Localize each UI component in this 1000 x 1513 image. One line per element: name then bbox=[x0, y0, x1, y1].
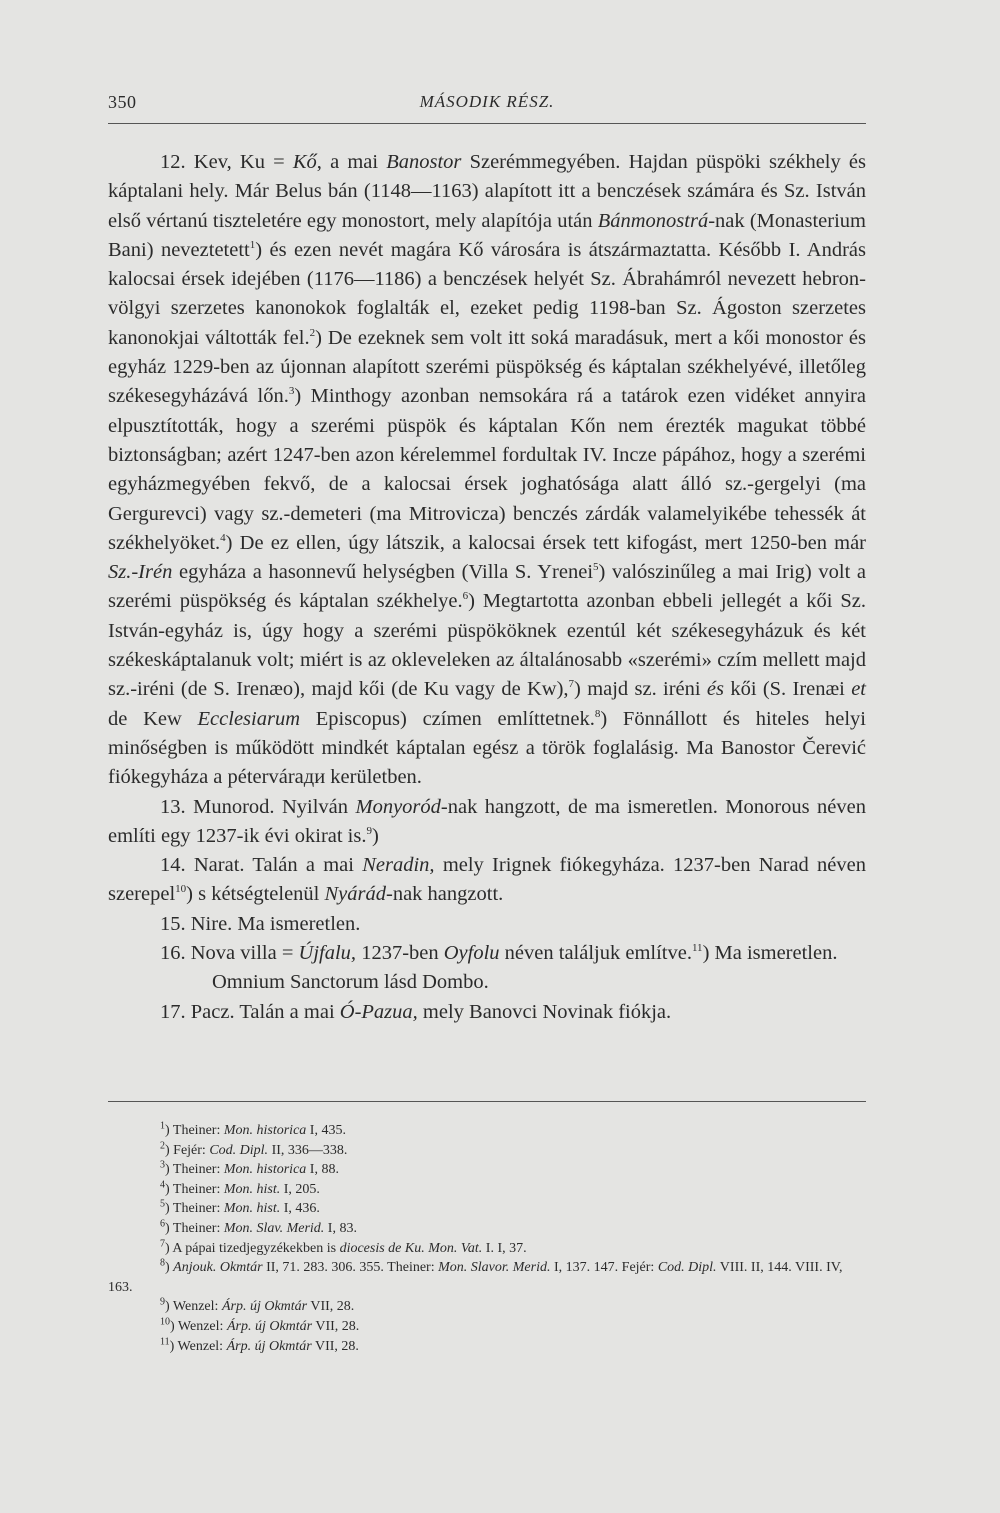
footnote-marker: 10 bbox=[175, 883, 187, 896]
italic-text: Ecclesiarum bbox=[197, 707, 301, 730]
footnote-marker: 7 bbox=[568, 678, 575, 691]
text-run: II, 336—338. bbox=[268, 1142, 348, 1158]
text-run: ) Minthogy azonban nemsokára rá a tatárok ezen vidéket annyira elpusztították, hogy a szerémi püspök és káptalan Kőn nem érezték magukat többé biztonságban; azért 1247-ben azon kérelemmel fordultak IV. Incze pápához, hogy a szerémi egyházmegyében fekvő, de a kalocsai érsek joghatósága alatt álló sz.-gergelyi (ma Gergurevci) vagy sz.-demeteri (ma Mitrovicza) benczés zárdák valamelyikébe tehessék át székhelyöket. bbox=[108, 385, 866, 554]
text-run: ) Megtartotta azonban ebbeli jellegét a kői Sz. István-egyház is, úgy hogy a szerémi püspököknek ezentúl két székesegyházuk és két székeskáptalanuk volt; miért is az okleveleken az általánosabb «szerémi» czím mellett majd sz.-iréni (de S. Irenæo), majd kői (de Ku vagy de Kw), bbox=[108, 590, 866, 701]
italic-text: Anjouk. Okmtár bbox=[173, 1260, 263, 1276]
text-run: VIII. II, 144. VIII. IV, 163. bbox=[108, 1260, 843, 1295]
text-run: ) Theiner: bbox=[165, 1123, 224, 1138]
footnote-marker: 4 bbox=[160, 1179, 165, 1191]
text-run: ) s kétségtelenül bbox=[186, 883, 325, 906]
text-run: ) bbox=[371, 824, 379, 847]
footnote-marker: 11 bbox=[691, 942, 703, 955]
text-run: Szerémmegyében. Hajdan püspöki székhely és káptalani hely. Már Belus bán (1148—1163) alapított itt a benczések számára és Sz. István első vértanú tiszteletére egy monostort, mely alapítója után bbox=[108, 151, 866, 232]
text-run: -nak (Monasterium Bani) neveztetett bbox=[108, 209, 867, 261]
text-run: ) Theiner: bbox=[165, 1181, 224, 1197]
footnote bbox=[108, 1121, 866, 1141]
text-run: 1237-ben bbox=[356, 942, 444, 965]
text-run: Episcopus) czímen említtetnek. bbox=[300, 707, 595, 730]
italic-text: Újfalu, bbox=[298, 942, 357, 965]
text-run: ) Fönnállott és hiteles helyi minőségben is működött mindkét káptalan egész a török foglalásig. Ma Banostor Čerević fiókegyháza a pétervárади kerületben. bbox=[108, 707, 866, 789]
cross-reference-line bbox=[108, 968, 866, 997]
footnote-marker: 1 bbox=[160, 1120, 165, 1132]
text-run: mely Irignek fiókegyháza. 1237-ben Narad néven szerepel bbox=[108, 854, 866, 906]
text-run: néven találjuk említve. bbox=[499, 942, 692, 965]
body-text bbox=[108, 148, 866, 1027]
footnote-marker: 11 bbox=[160, 1335, 170, 1347]
italic-text: Neradin, bbox=[362, 854, 435, 877]
footnote-rule bbox=[108, 1101, 866, 1102]
italic-text: Árp. új Okmtár bbox=[226, 1318, 313, 1334]
italic-text: et bbox=[851, 678, 866, 701]
footnote-marker: 6 bbox=[160, 1218, 165, 1230]
text-run: I, 435. bbox=[306, 1123, 346, 1138]
italic-text: Mon. historica bbox=[223, 1123, 307, 1138]
italic-text: Monyoród bbox=[355, 795, 441, 818]
italic-text: Mon. hist. bbox=[223, 1201, 281, 1217]
footnote bbox=[108, 1160, 866, 1180]
text-run: I. I, 37. bbox=[482, 1240, 527, 1256]
footnote-marker: 10 bbox=[160, 1316, 170, 1328]
text-run: VII, 28. bbox=[307, 1299, 355, 1315]
footnote-marker: 9 bbox=[160, 1296, 165, 1308]
text-run: Omnium Sanctorum lásd Dombo. bbox=[212, 971, 489, 994]
text-run: de Kew bbox=[108, 707, 198, 730]
paragraph bbox=[108, 793, 866, 852]
text-run: ) Wenzel: bbox=[165, 1299, 222, 1315]
italic-text: Ó-Pazua, bbox=[339, 1000, 418, 1023]
footnote-marker: 5 bbox=[160, 1198, 165, 1210]
italic-text: Mon. Slavor. Merid. bbox=[438, 1260, 551, 1276]
footnote-marker: 1 bbox=[249, 239, 256, 252]
italic-text: Nyárád bbox=[324, 883, 386, 906]
text-run: 12. Kev, Ku = bbox=[160, 151, 293, 173]
italic-text: Mon. Slav. Merid. bbox=[223, 1220, 325, 1236]
text-run: ) és ezen nevét magára Kő városára is átszármaztatta. Később I. András kalocsai érsek idejében (1176—1186) a benczések helyét Sz. Ábrahámról nevezett hebron-völgyi szerzetes kanonokok foglalták el, ezeket pedig 1198-ban Sz. Ágoston szerzetes kanonokjai váltották fel. bbox=[108, 238, 867, 349]
text-run: -nak hangzott, de ma ismeretlen. Monorous néven említi egy 1237-ik évi okirat is. bbox=[108, 795, 866, 847]
footnote bbox=[108, 1239, 866, 1259]
paragraph bbox=[108, 851, 866, 910]
footnote-marker: 5 bbox=[593, 561, 599, 574]
text-run: 15. Nire. Ma ismeretlen. bbox=[160, 912, 361, 935]
footnote-marker: 8 bbox=[594, 707, 601, 720]
page-number: 350 bbox=[108, 92, 137, 112]
footnote-marker: 7 bbox=[160, 1237, 165, 1249]
footnote-marker: 3 bbox=[288, 385, 295, 398]
text-run: -nak hangzott. bbox=[386, 883, 504, 906]
italic-text: Árp. új Okmtár bbox=[221, 1299, 308, 1315]
footnote-marker: 2 bbox=[309, 326, 316, 339]
text-run: ) Wenzel: bbox=[169, 1338, 227, 1354]
text-run: VII, 28. bbox=[312, 1318, 360, 1334]
text-run: ) Theiner: bbox=[165, 1220, 224, 1236]
text-run: 14. Narat. Talán a mai bbox=[160, 854, 363, 877]
text-run: 13. Munorod. Nyilván bbox=[160, 795, 356, 818]
footnote bbox=[108, 1337, 866, 1357]
italic-text: diocesis de Ku. Mon. Vat. bbox=[339, 1240, 483, 1256]
text-run: ) Theiner: bbox=[165, 1162, 224, 1178]
italic-text: Cod. Dipl. bbox=[657, 1260, 717, 1276]
footnote-marker: 8 bbox=[160, 1257, 165, 1269]
italic-text: Árp. új Okmtár bbox=[226, 1338, 312, 1354]
footnote bbox=[108, 1219, 866, 1239]
paragraph bbox=[108, 939, 866, 968]
text-run: VII, 28. bbox=[311, 1338, 359, 1354]
footnote bbox=[108, 1141, 866, 1161]
text-run: I, 205. bbox=[280, 1181, 320, 1197]
italic-text: Oyfolu bbox=[443, 942, 500, 965]
text-run: kői (S. Irenæi bbox=[724, 678, 852, 701]
text-run: II, 71. 283. 306. 355. Theiner: bbox=[262, 1260, 439, 1276]
text-run: ) De ez ellen, úgy látszik, a kalocsai érsek tett kifogást, mert 1250-ben már bbox=[225, 531, 866, 554]
italic-text: Banostor bbox=[386, 151, 462, 173]
page-header bbox=[108, 92, 866, 120]
text-run: mely Banovci Novinak fiókja. bbox=[417, 1000, 672, 1023]
text-run: ) bbox=[165, 1260, 174, 1276]
italic-text: Bánmonostrá bbox=[597, 209, 709, 232]
footnote bbox=[108, 1258, 866, 1297]
text-run: ) Wenzel: bbox=[170, 1318, 227, 1334]
text-run: ) De ezeknek sem volt itt soká maradásuk, mert a kői monostor és egyház 1229-ben az újonnan alapított szerémi püspökség és káptalan székhelyévé, illetőleg székesegyházává lőn. bbox=[108, 326, 866, 408]
text-run: 17. Pacz. Talán a mai bbox=[160, 1000, 340, 1023]
italic-text: Kő bbox=[292, 151, 317, 173]
footnotes bbox=[108, 1121, 866, 1356]
footnote bbox=[108, 1199, 866, 1219]
footnote-marker: 6 bbox=[462, 590, 469, 603]
text-run: ) A pápai tizedjegyzékekben is bbox=[165, 1240, 340, 1256]
paragraph bbox=[108, 910, 866, 939]
text-run: ) majd sz. iréni bbox=[574, 678, 707, 701]
text-run: , a mai bbox=[316, 151, 387, 173]
footnote-marker: 9 bbox=[366, 825, 372, 837]
footnote bbox=[108, 1317, 866, 1337]
footnote-marker: 2 bbox=[160, 1139, 165, 1151]
header-rule bbox=[108, 123, 866, 124]
running-title: MÁSODIK RÉSZ. bbox=[419, 92, 555, 111]
text-run: I, 436. bbox=[280, 1201, 320, 1217]
footnote bbox=[108, 1180, 866, 1200]
italic-text: Sz.-Irén bbox=[108, 561, 173, 584]
text-run: ) Fejér: bbox=[165, 1142, 210, 1158]
text-run: I, 88. bbox=[306, 1162, 339, 1178]
paragraph bbox=[108, 148, 866, 793]
paragraph bbox=[108, 998, 866, 1027]
text-run: 16. Nova villa = bbox=[160, 942, 299, 965]
text-run: I, 137. 147. Fejér: bbox=[550, 1260, 658, 1276]
text-run: ) Theiner: bbox=[165, 1201, 224, 1217]
footnote-marker: 3 bbox=[160, 1159, 165, 1171]
text-run: I, 83. bbox=[324, 1220, 357, 1236]
text-run: ) valószinűleg a mai Irig) volt a szerémi püspökség és káptalan székhelye. bbox=[108, 561, 867, 613]
italic-text: Mon. historica bbox=[223, 1162, 307, 1178]
italic-text: Cod. Dipl. bbox=[209, 1142, 269, 1158]
footnote bbox=[108, 1297, 866, 1317]
italic-text: Mon. hist. bbox=[223, 1181, 281, 1197]
italic-text: és bbox=[706, 678, 724, 701]
text-run: egyháza a hasonnevű helységben (Villa S. Yrenei bbox=[172, 561, 594, 584]
footnote-marker: 4 bbox=[220, 532, 226, 545]
text-run: ) Ma ismeretlen. bbox=[702, 942, 838, 965]
